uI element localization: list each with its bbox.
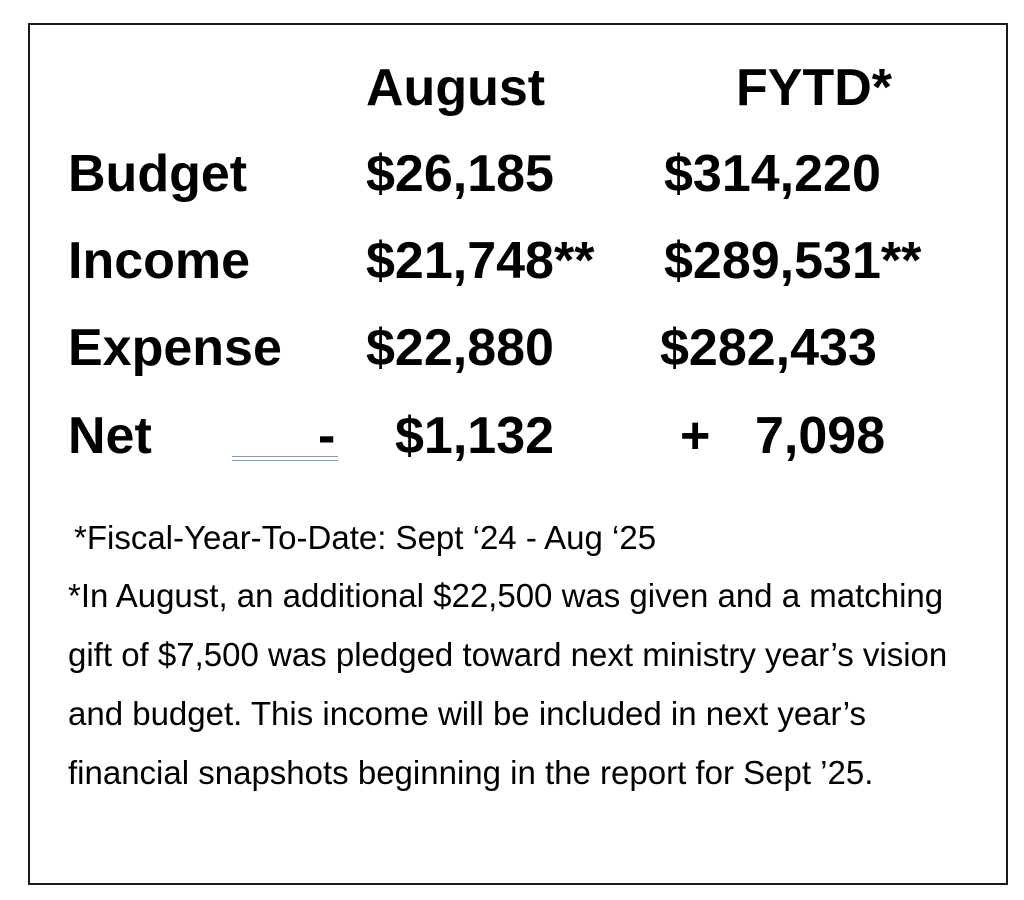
income-august-value: $21,748** [366,232,595,290]
expense-august-value: $22,880 [366,319,554,377]
net-fytd-sign: + [680,407,711,465]
net-fytd-value: 7,098 [755,407,886,465]
footnote-fytd-definition: *Fiscal-Year-To-Date: Sept ‘24 - Aug ‘25 [74,519,657,556]
row-label-income: Income [68,232,251,290]
net-august-sign: - [318,407,336,465]
row-label-net: Net [68,407,152,465]
header-august: August [366,59,546,117]
footnote-additional-gift: *In August, an additional $22,500 was given and a matching gift of $7,500 was pledged toward next ministry year’s vision and budget. This income will be included in next year’s financial snapshots beginning in the report for Sept ’25. [68,577,948,791]
row-label-budget: Budget [68,145,248,203]
budget-august-value: $26,185 [366,145,554,203]
row-label-expense: Expense [68,319,282,377]
expense-fytd-value: $282,433 [660,319,877,377]
income-fytd-value: $289,531** [664,232,922,290]
budget-fytd-value: $314,220 [664,145,881,203]
net-august-value: $1,132 [395,407,555,465]
header-fytd: FYTD* [736,59,892,117]
